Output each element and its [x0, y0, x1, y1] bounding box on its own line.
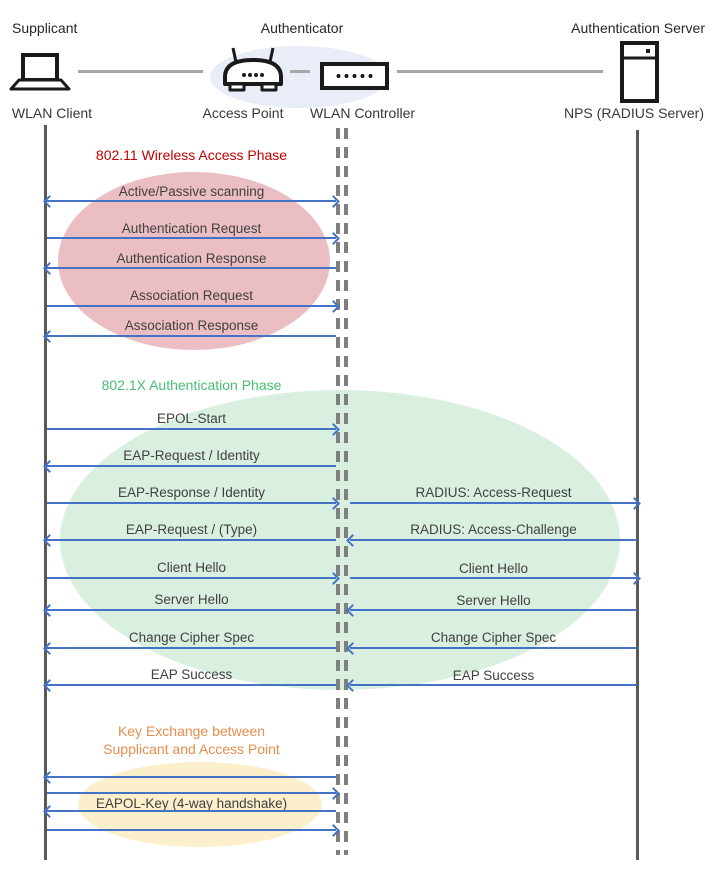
actor-title-authenticator: Authenticator	[260, 20, 344, 36]
arrow-association-response	[47, 335, 336, 337]
label-radius-access-challenge: RADIUS: Access-Challenge	[410, 522, 577, 537]
label-authentication-response: Authentication Response	[116, 251, 267, 266]
actor-title-authentication-server: Authentication Server	[571, 20, 705, 36]
arrow-eap-success-right	[350, 684, 637, 686]
device-label-wlan-controller: WLAN Controller	[309, 105, 416, 121]
arrow-eap-request-type	[47, 539, 336, 541]
server-icon	[620, 41, 659, 103]
device-label-access-point: Access Point	[202, 105, 284, 121]
arrow-server-hello-right	[350, 609, 637, 611]
label-epol-start: EPOL-Start	[156, 411, 227, 426]
arrow-server-hello-left	[47, 609, 336, 611]
arrow-eapol-key-msg1	[47, 776, 336, 778]
arrow-eapol-key-msg4	[47, 829, 336, 831]
connector-client-ap	[78, 70, 203, 73]
actor-title-supplicant: Supplicant	[12, 20, 78, 36]
laptop-icon	[9, 52, 73, 94]
arrow-active-passive-scanning	[47, 200, 336, 202]
arrow-eapol-key-msg2	[47, 792, 336, 794]
device-label-wlan-client: WLAN Client	[11, 105, 93, 121]
label-eap-request-type: EAP-Request / (Type)	[125, 522, 258, 537]
arrow-authentication-request	[47, 237, 336, 239]
arrow-change-cipher-spec-right	[350, 647, 637, 649]
label-change-cipher-spec-right: Change Cipher Spec	[430, 630, 557, 645]
arrow-radius-access-challenge	[350, 539, 637, 541]
label-change-cipher-spec-left: Change Cipher Spec	[128, 630, 255, 645]
label-client-hello-left: Client Hello	[156, 560, 227, 575]
device-label-nps-radius-server: NPS (RADIUS Server)	[563, 105, 705, 121]
connector-ap-wlc	[290, 70, 310, 73]
arrow-client-hello-left	[47, 577, 336, 579]
phase3-title-line2: Supplicant and Access Point	[103, 741, 280, 757]
lifeline-authenticator-dashed-2	[344, 128, 348, 855]
label-association-request: Association Request	[129, 288, 254, 303]
arrow-authentication-response	[47, 267, 336, 269]
arrow-eap-success-left	[47, 684, 336, 686]
label-eap-success-left: EAP Success	[150, 667, 233, 682]
arrow-epol-start	[47, 428, 336, 430]
arrow-eapol-key-msg3	[47, 810, 336, 812]
arrow-change-cipher-spec-left	[47, 647, 336, 649]
arrow-client-hello-right	[350, 577, 637, 579]
arrow-association-request	[47, 305, 336, 307]
label-authentication-request: Authentication Request	[121, 221, 262, 236]
phase2-title: 802.1X Authentication Phase	[101, 377, 282, 393]
access-point-icon	[220, 46, 286, 94]
connector-wlc-server	[397, 70, 603, 73]
label-radius-access-request: RADIUS: Access-Request	[415, 485, 572, 500]
label-active-passive-scanning: Active/Passive scanning	[118, 184, 265, 199]
label-eap-response-identity: EAP-Response / Identity	[117, 485, 266, 500]
phase3-title-line1: Key Exchange between	[117, 723, 266, 739]
arrow-radius-access-request	[350, 502, 637, 504]
phase1-title: 802.11 Wireless Access Phase	[95, 147, 288, 163]
label-eap-success-right: EAP Success	[452, 668, 535, 683]
label-eapol-key-handshake: EAPOL-Key (4-way handshake)	[95, 796, 288, 811]
label-association-response: Association Response	[124, 318, 259, 333]
label-eap-request-identity: EAP-Request / Identity	[123, 448, 260, 463]
label-server-hello-right: Server Hello	[456, 593, 531, 608]
wlan-controller-icon	[320, 62, 389, 90]
label-server-hello-left: Server Hello	[154, 592, 229, 607]
label-client-hello-right: Client Hello	[458, 561, 529, 576]
arrow-eap-request-identity	[47, 465, 336, 467]
arrow-eap-response-identity	[47, 502, 336, 504]
